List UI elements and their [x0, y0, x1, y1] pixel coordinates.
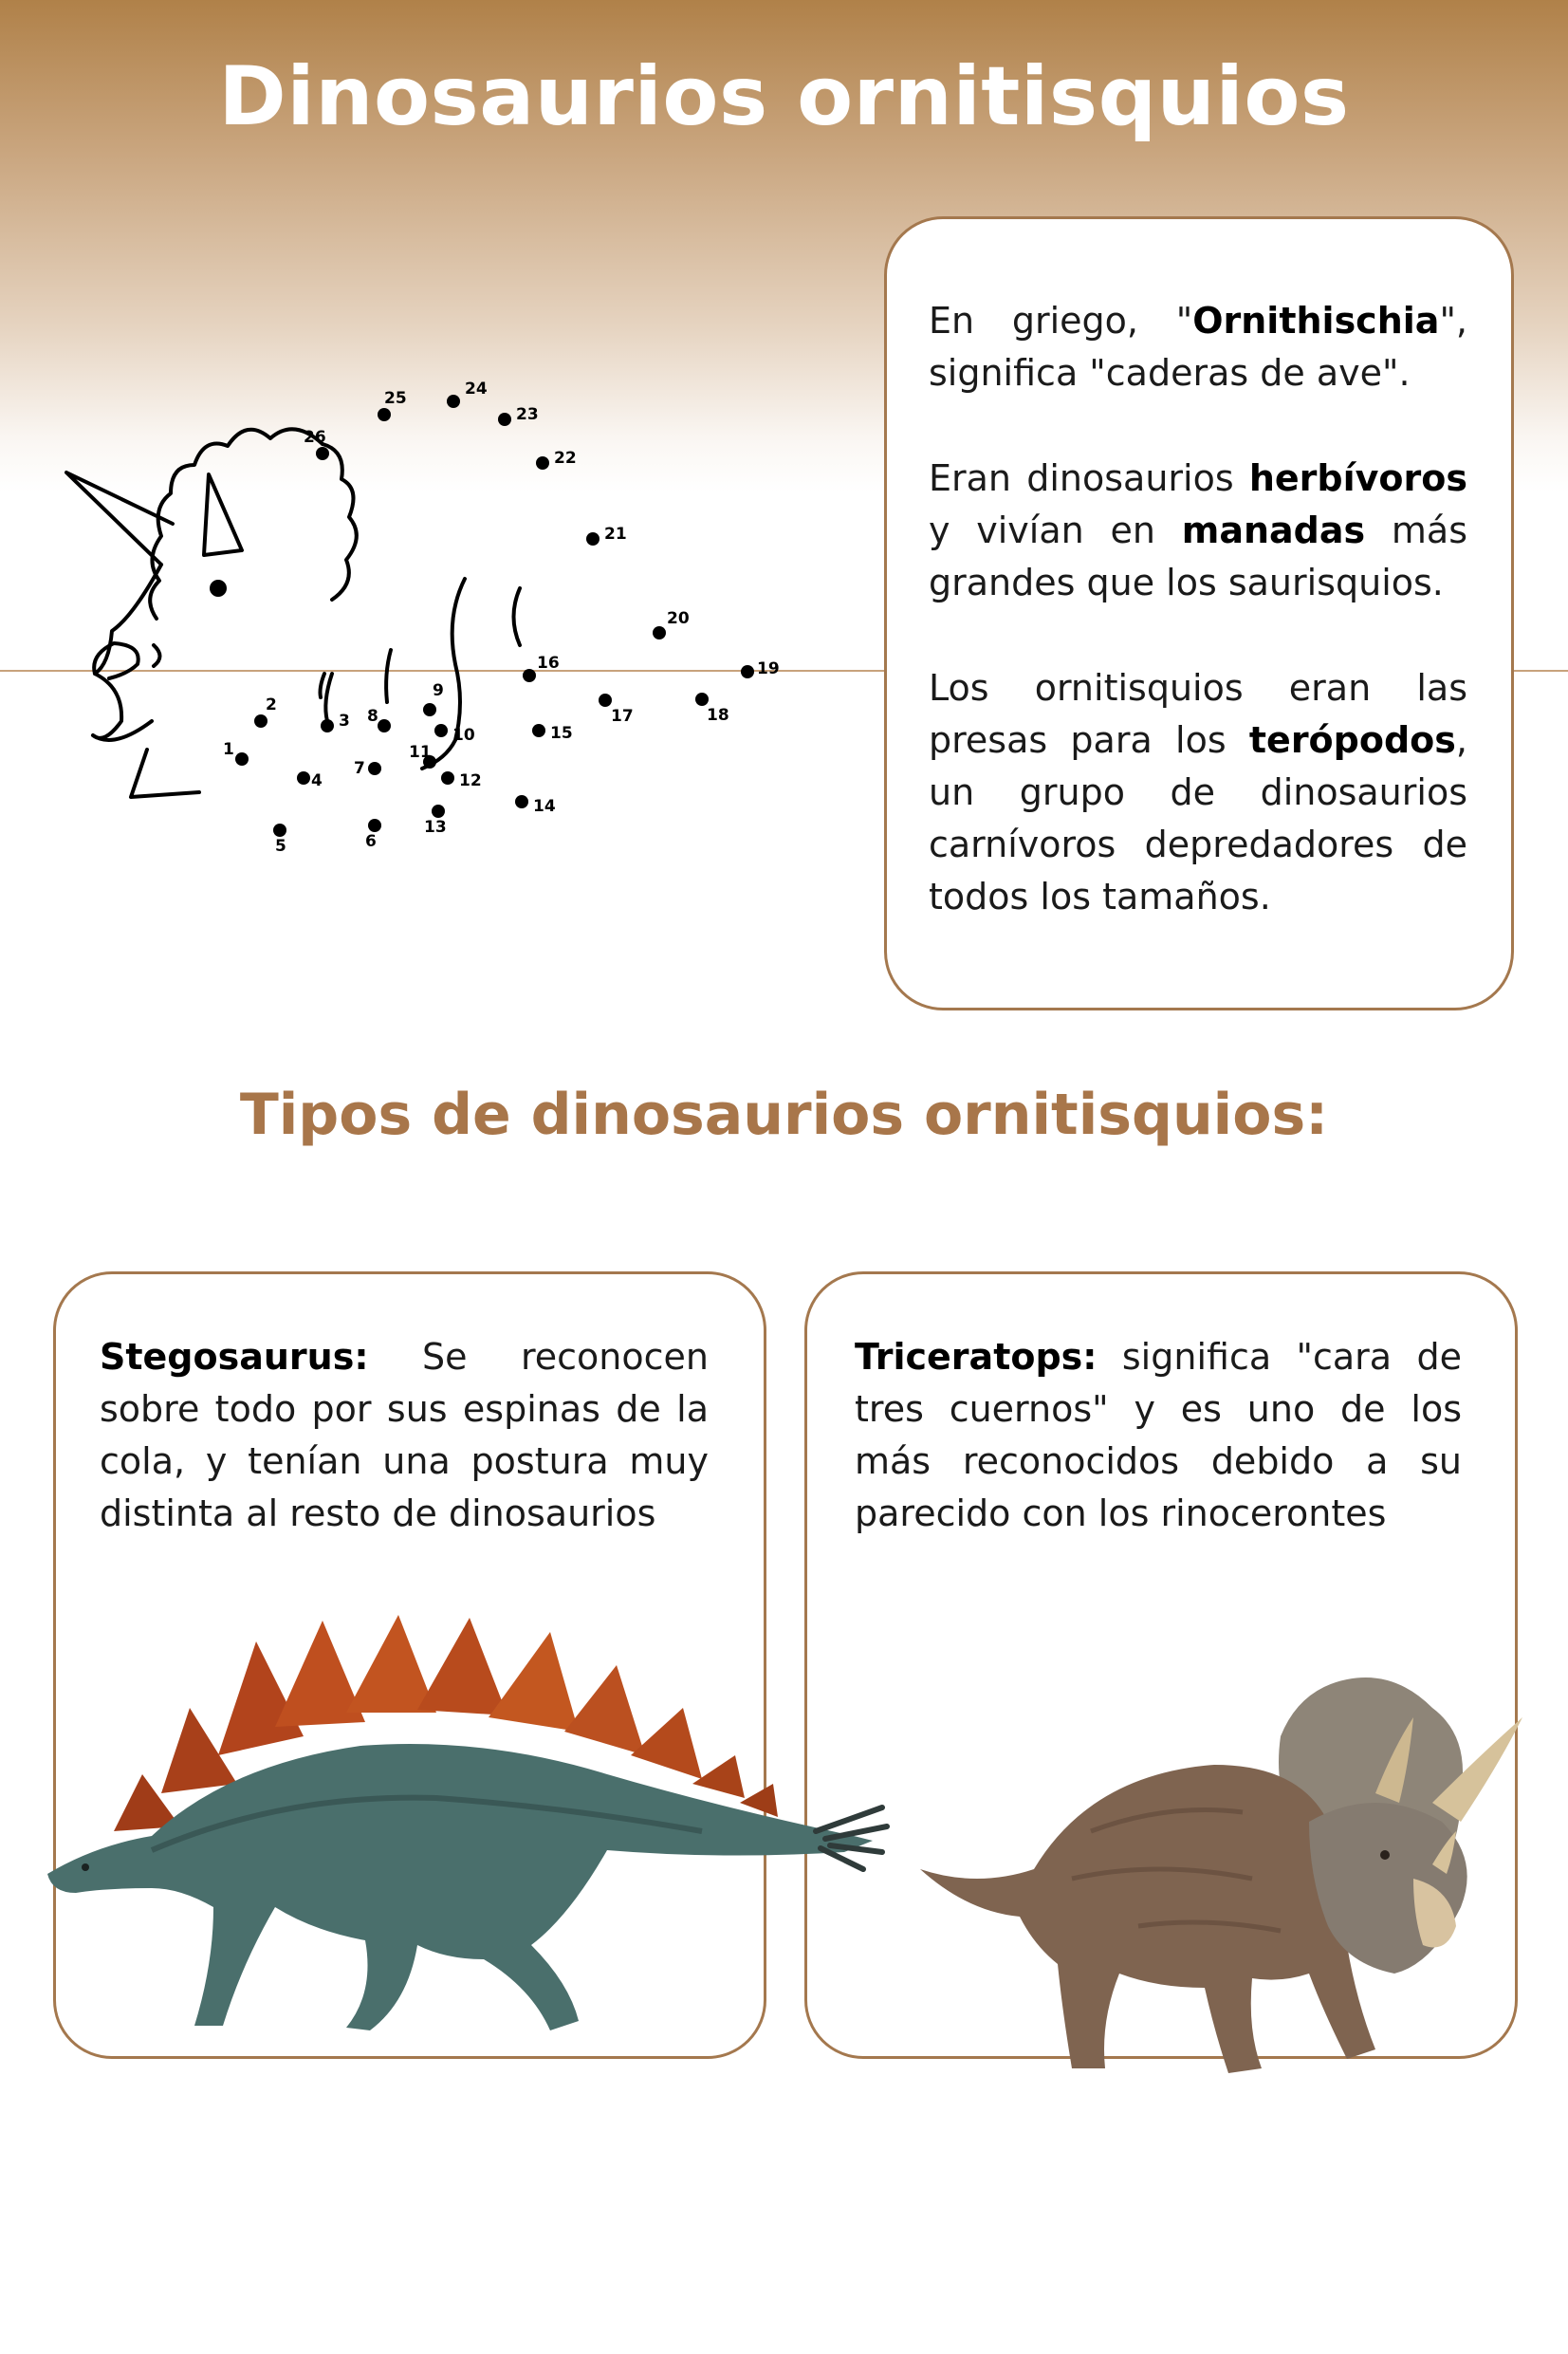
- dot-label-21: 21: [604, 525, 627, 544]
- dot-21: [586, 532, 600, 546]
- dot-label-15: 15: [550, 724, 573, 743]
- dot-13: [432, 805, 445, 818]
- dot-14: [515, 795, 528, 808]
- dot-4: [297, 771, 310, 785]
- beak: [94, 643, 138, 678]
- page-title: Dinosaurios ornitisquios: [218, 49, 1350, 144]
- dot-label-18: 18: [707, 706, 729, 725]
- triceratops-body: [920, 1765, 1375, 2073]
- dot-label-11: 11: [409, 743, 432, 762]
- dot-15: [532, 724, 545, 737]
- leg-stroke-3: [321, 674, 325, 697]
- dot-8: [378, 719, 391, 732]
- dot-label-17: 17: [611, 707, 634, 726]
- dot-2: [254, 714, 267, 728]
- dot-label-22: 22: [554, 449, 577, 468]
- triceratops-eye: [1380, 1850, 1390, 1860]
- stegosaurus-eye: [82, 1863, 89, 1871]
- triceratops-name: Triceratops:: [855, 1336, 1098, 1378]
- dot-20: [653, 626, 666, 639]
- stegosaurus-image: [38, 1603, 892, 2068]
- triceratops-image: [901, 1660, 1527, 2116]
- leg-stroke-1: [325, 674, 332, 721]
- dot-label-13: 13: [424, 818, 447, 837]
- dot-label-8: 8: [367, 707, 378, 726]
- dot-label-12: 12: [459, 771, 482, 790]
- dot-label-4: 4: [311, 771, 323, 790]
- leg-stroke-2: [386, 650, 391, 702]
- dot-9: [423, 703, 436, 716]
- dot-5: [273, 824, 286, 837]
- dot-label-19: 19: [757, 659, 780, 678]
- dot-label-9: 9: [433, 681, 444, 700]
- dot-label-20: 20: [667, 609, 690, 628]
- stegosaurus-description: Stegosaurus: Se reconocen sobre todo por sus espinas de la cola, y tenían una postura muy distinta al resto de dinosaurios: [100, 1336, 709, 1534]
- frill-outline: [150, 429, 323, 619]
- dot-label-2: 2: [266, 695, 277, 714]
- dot-label-10: 10: [452, 726, 475, 745]
- dot-7: [368, 762, 381, 775]
- jaw: [131, 750, 199, 797]
- dot-3: [321, 719, 334, 732]
- dot-25: [378, 408, 391, 421]
- dot-1: [235, 752, 249, 766]
- dot-26: [316, 447, 329, 460]
- intro-paragraph-2: Eran dinosaurios herbívoros y vivían en manadas más grandes que los saurisquios.: [929, 457, 1467, 603]
- dot-label-6: 6: [365, 832, 377, 851]
- eye: [210, 580, 227, 597]
- dot-label-5: 5: [275, 837, 286, 856]
- dot-label-24: 24: [465, 380, 488, 399]
- dot-to-dot-triceratops: [38, 361, 854, 873]
- intro-card: [884, 216, 1514, 1010]
- dot-label-3: 3: [339, 712, 350, 731]
- intro-paragraph-1: En griego, "Ornithischia", significa "caderas de ave".: [929, 300, 1467, 394]
- dot-18: [695, 693, 709, 706]
- dot-label-23: 23: [516, 405, 539, 424]
- dot-12: [441, 771, 454, 785]
- dot-23: [498, 413, 511, 426]
- dot-6: [368, 819, 381, 832]
- dot-label-7: 7: [354, 759, 365, 778]
- dot-label-14: 14: [533, 797, 556, 816]
- dot-label-1: 1: [223, 740, 234, 759]
- dot-label-16: 16: [537, 654, 560, 673]
- dot-17: [599, 694, 612, 707]
- belly-line: [514, 588, 521, 645]
- dot-19: [741, 665, 754, 678]
- section-title: Tipos de dinosaurios ornitisquios:: [239, 1082, 1329, 1148]
- dot-10: [434, 724, 448, 737]
- triceratops-description: Triceratops: significa "cara de tres cuernos" y es uno de los más reconocidos debido a su parecido con los rinocerontes: [855, 1336, 1462, 1534]
- brow-horn: [204, 474, 242, 555]
- dot-22: [536, 456, 549, 470]
- intro-paragraph-3: Los ornitisquios eran las presas para los terópodos, un grupo de dinosaurios carnívoros depredadores de todos los tamaños.: [929, 667, 1467, 918]
- stegosaurus-name: Stegosaurus:: [100, 1336, 369, 1378]
- dot-16: [523, 669, 536, 682]
- dot-label-26: 26: [304, 428, 326, 447]
- dot-24: [447, 395, 460, 408]
- frill-right-edge: [323, 444, 357, 600]
- nostril-curve: [154, 645, 160, 666]
- dot-label-25: 25: [384, 389, 407, 408]
